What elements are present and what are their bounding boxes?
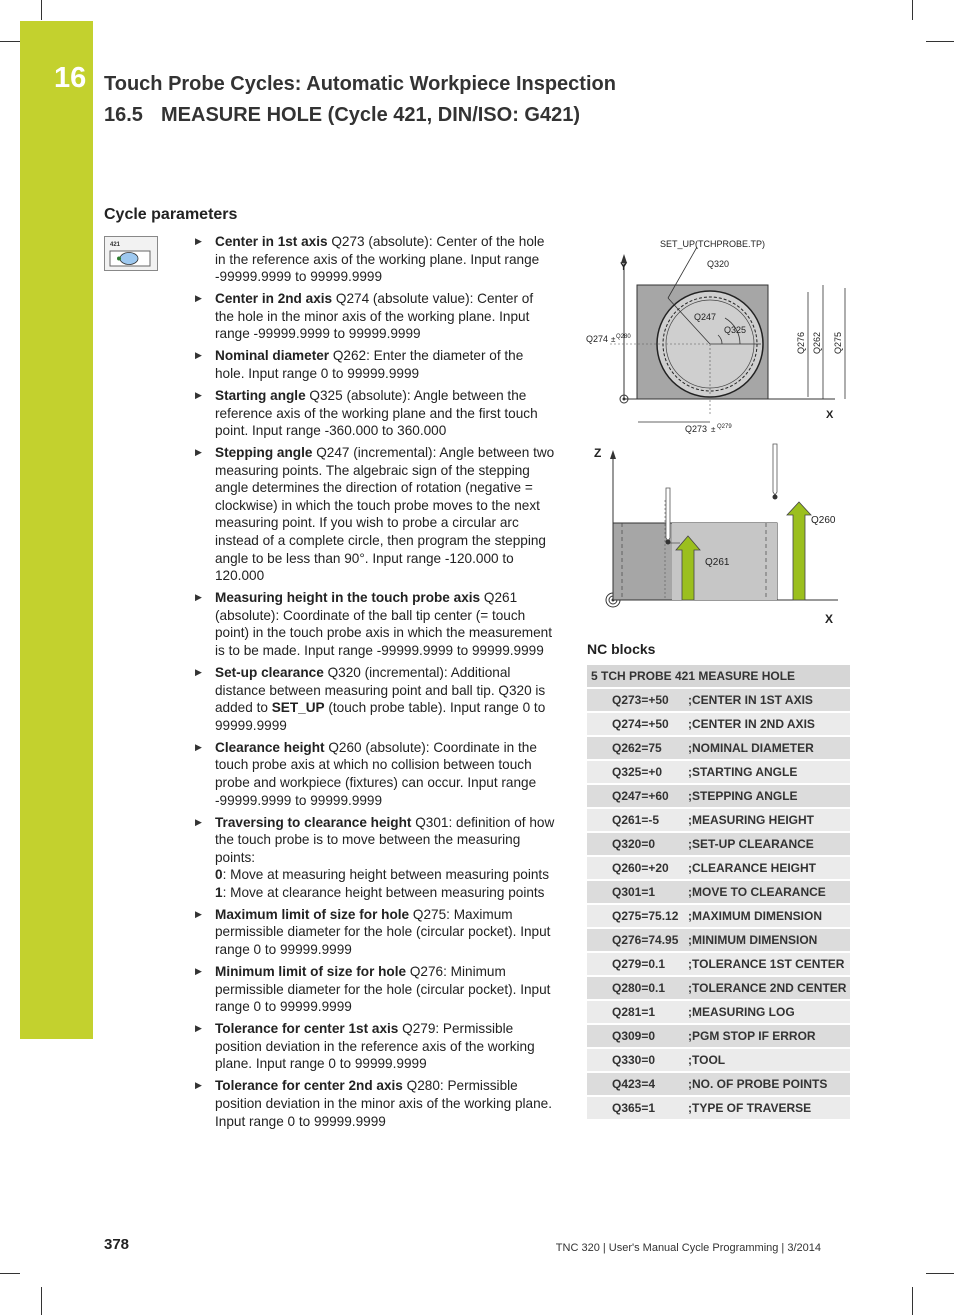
x-axis-label-bottom: X (825, 612, 834, 626)
crop-mark (41, 1287, 42, 1315)
q320-label: Q320 (707, 259, 730, 269)
table-row: Q274=+50 ;CENTER IN 2ND AXIS (587, 712, 850, 736)
param-item-q275: ▶ Maximum limit of size for hole Q275: Maximum permissible diameter for the hole (circular pocket). Input range 0 to 99999.9999 (195, 906, 555, 959)
table-row: Q279=0.1 ;TOLERANCE 1ST CENTER (587, 952, 850, 976)
param-item-q276: ▶ Minimum limit of size for hole Q276: Minimum permissible diameter for the hole (circular pocket). Input range 0 to 99999.9999 (195, 963, 555, 1016)
param-item-q301: ▶ Traversing to clearance height Q301: definition of how the touch probe is to move between the measuring points: 0: Move at measuring height between measuring points 1: Move at clearance height between measuring points (195, 814, 555, 902)
param-item-q280: ▶ Tolerance for center 2nd axis Q280: Permissible position deviation in the minor axis of the working plane. Input range 0 to 99999.9999 (195, 1077, 555, 1130)
page-number: 378 (104, 1236, 130, 1253)
probe-height-diagram (580, 440, 860, 630)
chapter-title: Touch Probe Cycles: Automatic Workpiece Inspection (104, 73, 616, 95)
crop-mark (926, 1273, 954, 1274)
nc-table-header: 5 TCH PROBE 421 MEASURE HOLE (587, 665, 850, 688)
cycle-421-icon (105, 237, 157, 270)
table-row: Q330=0 ;TOOL (587, 1048, 850, 1072)
param-item-q261: ▶ Measuring height in the touch probe axis Q261 (absolute): Coordinate of the ball tip center (= touch point) in the touch probe axis in which the measurement is to be made. Input range -99999.9999 to 99999.9999 (195, 589, 555, 659)
y-axis-label: Y (620, 261, 628, 273)
q247-label: Q247 (694, 312, 717, 322)
cycle-parameter-list (195, 233, 555, 1135)
table-row: Q276=74.95 ;MINIMUM DIMENSION (587, 928, 850, 952)
cycle-parameters-heading: Cycle parameters (104, 206, 238, 223)
hole-xy-diagram (580, 232, 860, 437)
nc-blocks-heading: NC blocks (587, 641, 656, 657)
table-row: Q262=75 ;NOMINAL DIAMETER (587, 736, 850, 760)
crop-mark (926, 41, 954, 42)
softkey-label: 421 (110, 242, 121, 248)
nc-table-header-row (587, 665, 850, 688)
chapter-color-bar (20, 21, 93, 1039)
crop-mark (912, 0, 913, 20)
q280-label: Q280 (616, 334, 631, 340)
table-row: Q320=0 ;SET-UP CLEARANCE (587, 832, 850, 856)
crop-mark (912, 1287, 913, 1315)
table-row: Q301=1 ;MOVE TO CLEARANCE (587, 880, 850, 904)
page-footer: TNC 320 | User's Manual Cycle Programming | 3/2014 (555, 1242, 821, 1254)
q274-plus-minus: ± (611, 335, 616, 344)
z-axis-label: Z (594, 446, 602, 460)
table-row: Q281=1 ;MEASURING LOG (587, 1000, 850, 1024)
q273-label: Q273 (685, 424, 708, 434)
cycle-421-softkey (104, 236, 158, 271)
table-row: Q365=1 ;TYPE OF TRAVERSE (587, 1096, 850, 1120)
x-axis-label: X (826, 409, 834, 421)
nc-blocks-table (587, 665, 850, 1121)
q274-label: Q274 (586, 334, 609, 344)
q260-label: Q260 (811, 515, 836, 526)
table-row: Q423=4 ;NO. OF PROBE POINTS (587, 1072, 850, 1096)
q261-label: Q261 (705, 557, 730, 568)
param-item-q274: ▶ Center in 2nd axis Q274 (absolute value): Center of the hole in the minor axis of the working plane. Input range -99999.9999 to 99999.9999 (195, 290, 555, 343)
section-title-text: MEASURE HOLE (Cycle 421, DIN/ISO: G421) (161, 104, 581, 126)
section-number: 16.5 (104, 104, 143, 126)
param-item-q325: ▶ Starting angle Q325 (absolute): Angle between the reference axis of the working plane and the first touch point. Input range -360.000 to 360.000 (195, 387, 555, 440)
q276-label: Q276 (796, 331, 806, 354)
table-row: Q273=+50 ;CENTER IN 1ST AXIS (587, 688, 850, 712)
param-item-q247: ▶ Stepping angle Q247 (incremental): Angle between two measuring points. The algebraic sign of the stepping angle determines the direction of rotation (negative = clockwise) in which the touch probe moves to the next measuring point. If you wish to probe a circular arc instead of a complete circle, then program the stepping angle to be less than 90°. Input range -120.000 to 120.000 (195, 444, 555, 585)
q275-label: Q275 (833, 331, 843, 354)
table-row: Q325=+0 ;STARTING ANGLE (587, 760, 850, 784)
q273-plus-minus: ± (711, 425, 716, 434)
param-item-q262: ▶ Nominal diameter Q262: Enter the diameter of the hole. Input range 0 to 99999.9999 (195, 347, 555, 382)
crop-mark (0, 41, 20, 42)
chapter-number: 16 (54, 62, 87, 94)
param-item-q260: ▶ Clearance height Q260 (absolute): Coordinate in the touch probe axis at which no collision between touch probe and workpiece (fixtures) can occur. Input range -99999.9999 to 99999.9999 (195, 739, 555, 809)
q262-label: Q262 (812, 331, 822, 354)
table-row: Q280=0.1 ;TOLERANCE 2ND CENTER (587, 976, 850, 1000)
table-row: Q261=-5 ;MEASURING HEIGHT (587, 808, 850, 832)
table-row: Q309=0 ;PGM STOP IF ERROR (587, 1024, 850, 1048)
param-item-q320: ▶ Set-up clearance Q320 (incremental): Additional distance between measuring point and ball tip. Q320 is added to SET_UP (touch probe table). Input range 0 to 99999.9999 (195, 664, 555, 734)
crop-mark (0, 1273, 20, 1274)
table-row: Q275=75.12 ;MAXIMUM DIMENSION (587, 904, 850, 928)
set-up-label: SET_UP(TCHPROBE.TP) (660, 239, 766, 249)
q325-label: Q325 (724, 325, 747, 335)
q279-label: Q279 (717, 424, 732, 430)
table-row: Q260=+20 ;CLEARANCE HEIGHT (587, 856, 850, 880)
table-row: Q247=+60 ;STEPPING ANGLE (587, 784, 850, 808)
crop-mark (41, 0, 42, 20)
section-title (104, 104, 580, 127)
param-item-q273: ▶ Center in 1st axis Q273 (absolute): Center of the hole in the reference axis of the working plane. Input range -99999.9999 to 99999.9999 (195, 233, 555, 286)
param-item-q279: ▶ Tolerance for center 1st axis Q279: Permissible position deviation in the reference axis of the working plane. Input range 0 to 99999.9999 (195, 1020, 555, 1073)
